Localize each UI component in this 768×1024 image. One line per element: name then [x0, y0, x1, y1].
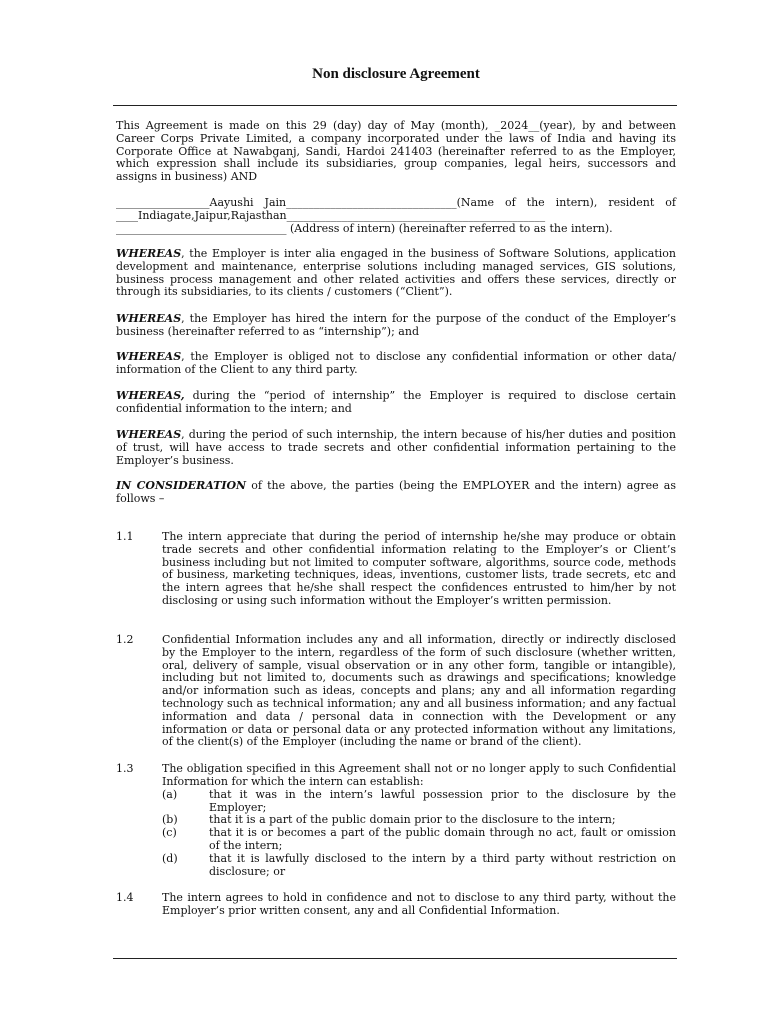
whereas-paragraph [116, 351, 676, 377]
clause-number: 1.1 [116, 530, 134, 543]
page-title: Non disclosure Agreement [312, 66, 480, 82]
sub-item-label: (c) [162, 826, 177, 839]
clause-text: The intern appreciate that during the period of internship he/she may produce or obtain trade secrets and other confidential information relating to the Employer’s or Client’s business including but not limited to computer software, algorithms, source code, methods of business, marketing techniques, ideas, inventions, customer lists, trade secrets, etc and the intern agrees that he/she shall respect the confidences entrusted to him/her by not disclosing or using such information without the Employer’s written permission. [162, 530, 676, 607]
whereas-paragraph [116, 390, 676, 416]
whereas-paragraph [116, 313, 676, 339]
top-divider [113, 105, 677, 106]
sub-item-text: that it was in the intern’s lawful possession prior to the disclosure by the Employer; [209, 788, 676, 814]
clause-text: Confidential Information includes any and all information, directly or indirectly disclosed by the Employer to the intern, regardless of the form of such disclosure (whether written, oral, delivery of sample, visual observation or in any other form, tangible or intangible), including but not limited to, documents such as drawings and specifications; knowledge and/or information such as ideas, concepts and plans; any and all information regarding technology such as technical information; any and all business information; and any factual information and data / personal data in connection with the Development or any information or data or personal data or any protected information without any limitations, of the client(s) of the Employer (including the name or brand of the client). [162, 633, 676, 749]
sub-item-text: that it is or becomes a part of the public domain through no act, fault or omission of the intern; [209, 826, 676, 852]
whereas-lead: WHEREAS [116, 350, 182, 363]
sub-item-label: (a) [162, 788, 178, 801]
sub-item-text: that it is a part of the public domain prior to the disclosure to the intern; [209, 813, 616, 826]
sub-item-text: that it is lawfully disclosed to the intern by a third party without restriction on disclosure; or [209, 852, 676, 878]
whereas-text: , during the period of such internship, the intern because of his/her duties and position of trust, will have access to trade secrets and other confidential information pertaining to the Employer’s business. [116, 428, 676, 467]
consideration-text: of the above, the parties (being the EMPLOYER and the intern) agree as follows – [116, 479, 676, 505]
intern-details-paragraph: _________________Aayushi Jain_______________________________(Name of the intern), resident of ____Indiagate,Jaipur,Rajasthan_______________________________________________ _______________________________ (Address of intern) (hereinafter referred to as the intern). [116, 196, 676, 235]
whereas-paragraph [116, 429, 676, 467]
consideration-lead: IN CONSIDERATION [116, 479, 247, 492]
whereas-text: during the “period of internship” the Employer is required to disclose certain confidential information to the intern; and [116, 389, 676, 415]
whereas-lead: WHEREAS [116, 428, 182, 441]
whereas-text: , the Employer is inter alia engaged in the business of Software Solutions, application development and maintenance, enterprise solutions including managed services, GIS solutions, business process management and other related activities and offers these services, directly or through its subsidiaries, to its clients / customers (“Client”). [116, 247, 676, 299]
whereas-text: , the Employer is obliged not to disclose any confidential information or other data/ information of the Client to any third party. [116, 350, 676, 376]
whereas-paragraph [116, 248, 676, 299]
clause-text: The intern agrees to hold in confidence and not to disclose to any third party, without the Employer’s prior written consent, any and all Confidential Information. [162, 891, 676, 917]
clause-text: The obligation specified in this Agreement shall not or no longer apply to such Confidential Information for which the intern can establish: [162, 762, 676, 788]
sub-item-label: (d) [162, 852, 178, 865]
intro-paragraph: This Agreement is made on this 29 (day) day of May (month), _2024__(year), by and between Career Corps Private Limited, a company incorporated under the laws of India and having its Corporate Office at Nawabganj, Sandi, Hardoi 241403 (hereinafter referred to as the Employer, which expression shall include its subsidiaries, group companies, legal heirs, successors and assigns in business) AND [116, 119, 676, 184]
footer-divider [113, 958, 677, 959]
consideration-paragraph [116, 480, 676, 506]
clause-number: 1.2 [116, 633, 134, 646]
whereas-lead: WHEREAS [116, 312, 182, 325]
clause-number: 1.4 [116, 891, 134, 904]
whereas-lead: WHEREAS, [116, 389, 185, 402]
whereas-lead: WHEREAS [116, 247, 182, 260]
sub-item-label: (b) [162, 813, 178, 826]
whereas-text: , the Employer has hired the intern for the purpose of the conduct of the Employer’s business (hereinafter referred to as “internship”); and [116, 312, 676, 338]
clause-number: 1.3 [116, 762, 134, 775]
